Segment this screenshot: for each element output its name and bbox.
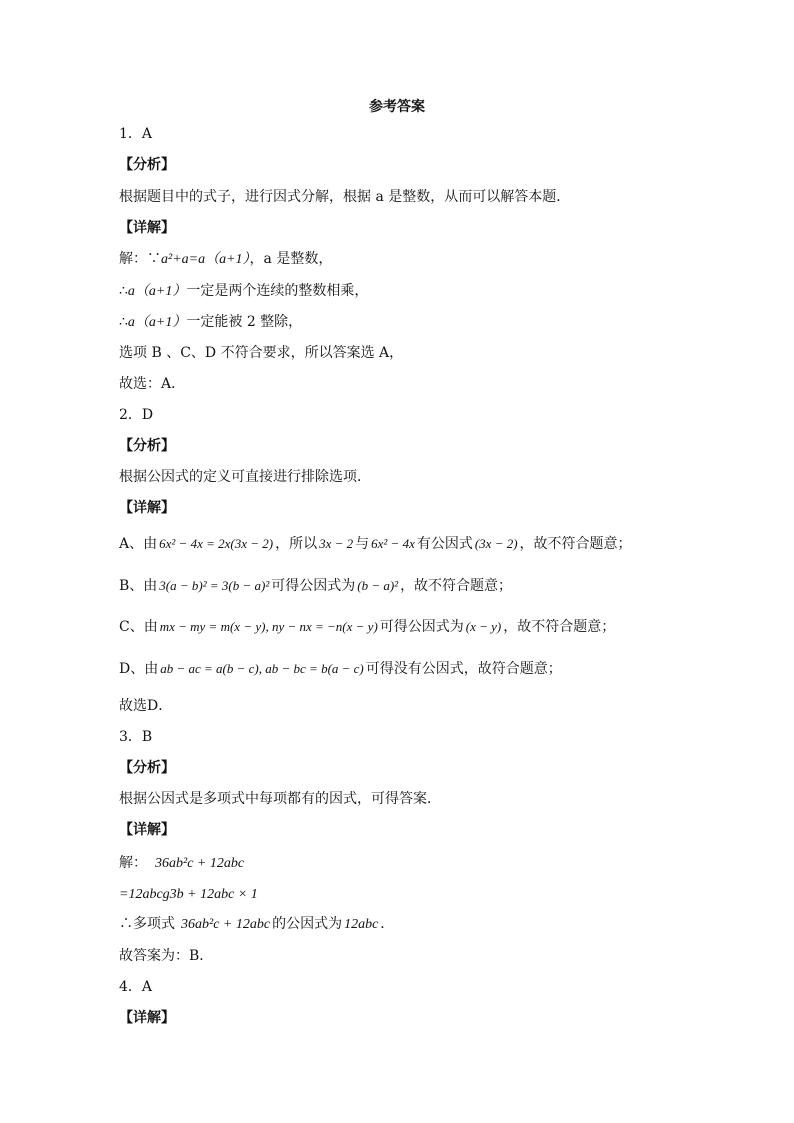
q2-c-math-1: mx − my = m(x − y), ny − nx = −n(x − y) — [159, 619, 378, 634]
q3-detail-line-3 — [119, 914, 394, 935]
q3-l1-math: 36ab²c + 12abc — [155, 856, 245, 871]
q4-detail-tag: 【详解】 — [119, 1010, 175, 1026]
q1-detail-line-2 — [119, 281, 368, 302]
q1-analysis-tag: 【分析】 — [119, 157, 175, 173]
q1-l1-prefix: 解：∵ — [119, 251, 161, 267]
q2-b-math-2: (b − a)² — [357, 578, 399, 593]
q3-detail-line-4: 故答案为：B． — [119, 948, 214, 964]
q2-b-math-1: 3(a − b)² = 3(b − a)² — [159, 578, 270, 593]
q1-l1-suffix: ，a 是整数， — [249, 251, 333, 267]
q2-option-b — [119, 576, 512, 596]
q2-detail-tag: 【详解】 — [119, 500, 175, 516]
q2-b-suffix: ，故不符合题意； — [400, 578, 513, 594]
q3-l3-math-1: 36ab²c + 12abc — [181, 917, 271, 932]
q2-a-math-1: 6x² − 4x = 2x(3x − 2) — [159, 536, 274, 551]
q3-number: 3．B — [119, 729, 153, 745]
q2-a-prefix: A、由 — [119, 536, 158, 552]
q2-a-mid-2: 与 — [355, 536, 370, 552]
q2-b-mid: 可得公因式为 — [271, 578, 356, 594]
q2-a-mid-1: ，所以 — [275, 536, 318, 552]
q4-number: 4．A — [119, 979, 153, 995]
q2-analysis-tag: 【分析】 — [119, 438, 175, 454]
q3-l3-prefix: ∴多项式 — [119, 916, 175, 932]
q2-c-math-2: (x − y) — [465, 619, 502, 634]
q1-detail-line-3 — [119, 312, 302, 333]
q2-a-mid-3: 有公因式 — [416, 536, 473, 552]
q2-number: 2．D — [119, 407, 154, 423]
q2-analysis-text: 根据公因式的定义可直接进行排除选项． — [119, 469, 371, 485]
q1-analysis-text: 根据题目中的式子，进行因式分解，根据 a 是整数，从而可以解答本题． — [119, 189, 571, 205]
q1-detail-tag: 【详解】 — [119, 220, 175, 236]
q2-c-prefix: C、由 — [119, 619, 158, 635]
q2-a-suffix: ，故不符合题意； — [519, 536, 632, 552]
q1-number: 1．A — [119, 126, 153, 142]
page-title: 参考答案 — [369, 99, 425, 115]
q2-d-suffix: 可得没有公因式，故符合题意； — [365, 661, 562, 677]
q2-c-mid: 可得公因式为 — [379, 619, 464, 635]
q1-detail-line-4: 选项 B 、C、D 不符合要求，所以答案选 A， — [119, 345, 404, 361]
q3-detail-line-1 — [119, 853, 246, 874]
q3-l3-mid: 的公因式为 — [272, 916, 343, 932]
q1-l2-prefix: ∴ — [119, 283, 128, 299]
q1-l3-suffix: 一定能被 2 整除， — [186, 314, 303, 330]
q1-l3-math: a（a+1） — [127, 315, 187, 330]
q1-l2-math: a（a+1） — [127, 284, 187, 299]
q2-option-d — [119, 659, 562, 679]
q1-detail-line-1 — [119, 249, 332, 270]
q2-option-a — [119, 534, 632, 554]
q3-detail-line-2 — [119, 884, 258, 905]
q1-l2-suffix: 一定是两个连续的整数相乘， — [186, 283, 369, 299]
q1-detail-line-5: 故选：A． — [119, 376, 186, 392]
q2-a-math-2: 3x − 2 — [319, 536, 354, 551]
q2-a-math-4: (3x − 2) — [474, 536, 518, 551]
q3-detail-tag: 【详解】 — [119, 822, 175, 838]
q2-c-suffix: ，故不符合题意； — [503, 619, 616, 635]
q3-l1-prefix: 解： — [119, 855, 147, 871]
q3-analysis-tag: 【分析】 — [119, 760, 175, 776]
q1-l1-math: a²+a=a（a+1） — [161, 252, 250, 267]
q3-analysis-text: 根据公因式是多项式中每项都有的因式，可得答案． — [119, 791, 441, 807]
q3-l2-math: =12abcg3b + 12abc × 1 — [119, 887, 258, 902]
q2-a-math-3: 6x² − 4x — [371, 536, 415, 551]
q2-d-math-1: ab − ac = a(b − c), ab − bc = b(a − c) — [160, 661, 364, 676]
q2-conclusion: 故选D． — [119, 698, 173, 714]
q3-l3-suffix: ． — [380, 916, 395, 932]
q3-l3-math-2: 12abc — [344, 917, 379, 932]
q2-b-prefix: B、由 — [119, 578, 158, 594]
q2-d-prefix: D、由 — [119, 661, 159, 677]
q1-l3-prefix: ∴ — [119, 314, 128, 330]
q2-option-c — [119, 617, 615, 637]
